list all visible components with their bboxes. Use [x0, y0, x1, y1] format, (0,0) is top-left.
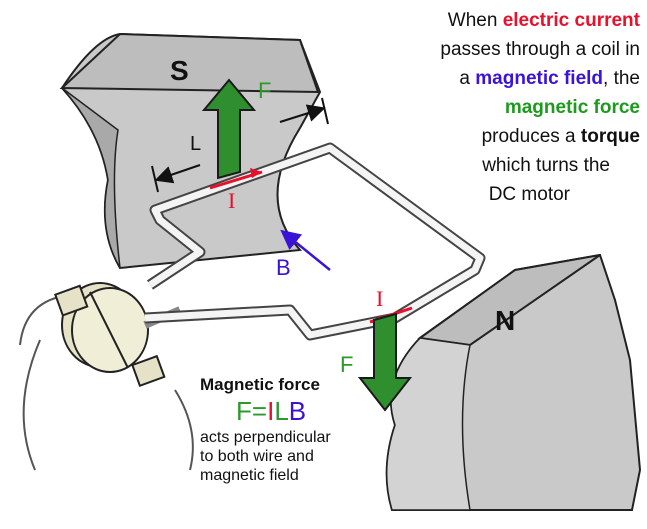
current-label-bottom: I: [376, 286, 384, 311]
caption-line-5: [330, 122, 640, 151]
formula-title: Magnetic force: [200, 375, 320, 394]
formula-expression: [236, 394, 400, 428]
formula-desc-1: acts perpendicular: [200, 429, 331, 446]
formula-f: F: [236, 396, 252, 426]
formula-block: [200, 375, 400, 485]
field-label: B: [276, 255, 291, 280]
caption-text: , the: [603, 68, 640, 89]
caption-line-7: DC motor: [488, 184, 570, 205]
caption-electric-current: electric current: [502, 10, 640, 31]
north-pole-label: N: [495, 305, 516, 336]
formula-b: B: [288, 396, 307, 426]
field-arrow: [288, 236, 330, 270]
caption-text: a: [459, 68, 476, 89]
caption-magnetic-field: magnetic field: [475, 68, 604, 89]
caption-magnetic-force: magnetic force: [504, 97, 640, 118]
commutator: [20, 283, 193, 470]
force-label-top: F: [258, 78, 272, 103]
explanation-caption: [330, 6, 640, 209]
caption-line-6: which turns the: [482, 155, 610, 176]
length-label: L: [190, 133, 202, 155]
formula-desc-2: to both wire and: [200, 448, 314, 465]
caption-torque: torque: [580, 126, 640, 147]
caption-line-2: passes through a coil in: [440, 39, 640, 60]
caption-line-3: [330, 64, 640, 93]
formula-l: L: [274, 396, 289, 426]
current-label-top: I: [228, 188, 236, 213]
formula-i: I: [267, 396, 275, 426]
caption-text: When: [447, 10, 503, 31]
force-label-bottom: F: [340, 352, 354, 377]
caption-line-1: [330, 6, 640, 35]
caption-text: produces a: [481, 126, 581, 147]
formula-desc-3: magnetic field: [200, 467, 299, 484]
south-pole-label: S: [170, 55, 189, 86]
north-magnet: [387, 255, 640, 510]
formula-equals: =: [251, 396, 268, 426]
